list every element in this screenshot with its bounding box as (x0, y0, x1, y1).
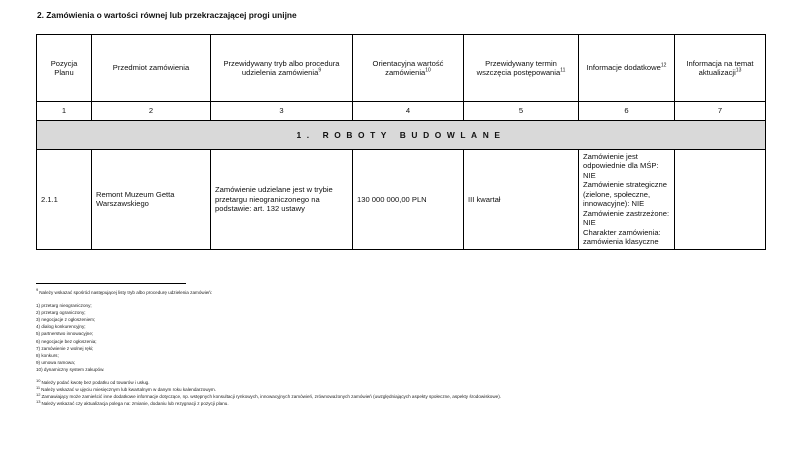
header-procedure: Przewidywany tryb albo procedura udzielenia zamówienia$^9$ (211, 35, 353, 102)
cell-info (579, 150, 675, 250)
table-header-row (37, 35, 766, 102)
header-position: Pozycja Planu (37, 35, 92, 102)
column-number-row (37, 102, 766, 121)
footnotes (36, 289, 766, 407)
column-number: 2 (92, 102, 211, 121)
cell-subject: Remont Muzeum Getta Warszawskiego (92, 150, 211, 250)
column-number: 6 (579, 102, 675, 121)
header-subject: Przedmiot zamówienia (92, 35, 211, 102)
footnote-list-item: 8) konkurs; (36, 352, 59, 358)
table-row (37, 150, 766, 250)
cell-position: 2.1.1 (37, 150, 92, 250)
procurement-plan-table (36, 34, 766, 250)
footnote-9: 9Należy wskazać spośród następującej listy tryb albo procedurę udzielenia zamówień: (36, 287, 213, 295)
cell-term: III kwartał (464, 150, 579, 250)
footnote-13: 13Należy wskazać czy aktualizacja polega na: zmianie, dodaniu lub rezygnacji z pozycji planu. (36, 398, 229, 407)
column-number: 5 (464, 102, 579, 121)
footnote-list-item: 10) dynamiczny system zakupów. (36, 366, 105, 372)
cell-update (675, 150, 766, 250)
footnote-list-item: 5) partnerstwo innowacyjne; (36, 331, 94, 337)
header-term: Przewidywany termin wszczęcia postępowania$^{11}$ (464, 35, 579, 102)
info-line: Charakter zamówienia: zamówienia klasyczne (583, 227, 661, 247)
header-update: Informacja na temat aktualizacji$^{13}$ (675, 35, 766, 102)
info-line: Zamówienie jest odpowiednie dla MŚP: NIE (583, 152, 659, 180)
header-value: Orientacyjna wartość zamówienia$^{10}$ (353, 35, 464, 102)
cell-procedure: Zamówienie udzielane jest w trybie przetargu nieograniczonego na podstawie: art. 132 ustawy (211, 150, 353, 250)
footnote-11: 11Należy wskazać w ujęciu miesięcznym lub kwartalnym w danym roku kalendarzowym. (36, 384, 217, 393)
footnote-list-item: 6) negocjacje bez ogłoszenia; (36, 338, 97, 344)
section-title: 2. Zamówienia o wartości równej lub przekraczającej progi unijne (37, 10, 297, 20)
cell-value: 130 000 000,00 PLN (353, 150, 464, 250)
footnote-10: 10Należy podać kwotę bez podatku od towarów i usług. (36, 377, 150, 386)
section-row (37, 121, 766, 150)
column-number: 4 (353, 102, 464, 121)
column-number: 3 (211, 102, 353, 121)
footnote-list-item: 9) umowa ramowa; (36, 359, 76, 365)
footnote-list-item: 2) przetarg ograniczony; (36, 310, 86, 316)
header-info: Informacje dodatkowe$^{12}$ (579, 35, 675, 102)
footnote-list-item: 1) przetarg nieograniczony; (36, 303, 92, 309)
footnote-divider (36, 283, 186, 284)
info-line: Zamówienie strategiczne (zielone, społeczne, innowacyjne): NIE (583, 180, 667, 209)
section-label: 1. ROBOTY BUDOWLANE (37, 121, 766, 150)
info-line: Zamówienie zastrzeżone: NIE (583, 208, 670, 228)
footnote-12: 12Zamawiający może zamieścić inne dodatkowe informacje dotyczące, np. wstępnych konsultacji rynkowych, innowacyjnych zamówień, zrównoważonych zamówień (uwzględniających aspekty społeczne, aspekty środowiskowe). (36, 391, 502, 400)
footnote-list-item: 3) negocjacje z ogłoszeniem; (36, 317, 96, 323)
column-number: 7 (675, 102, 766, 121)
footnote-list-item: 4) dialog konkurencyjny; (36, 324, 86, 330)
column-number: 1 (37, 102, 92, 121)
footnote-list-item: 7) zamówienie z wolnej ręki; (36, 345, 94, 351)
